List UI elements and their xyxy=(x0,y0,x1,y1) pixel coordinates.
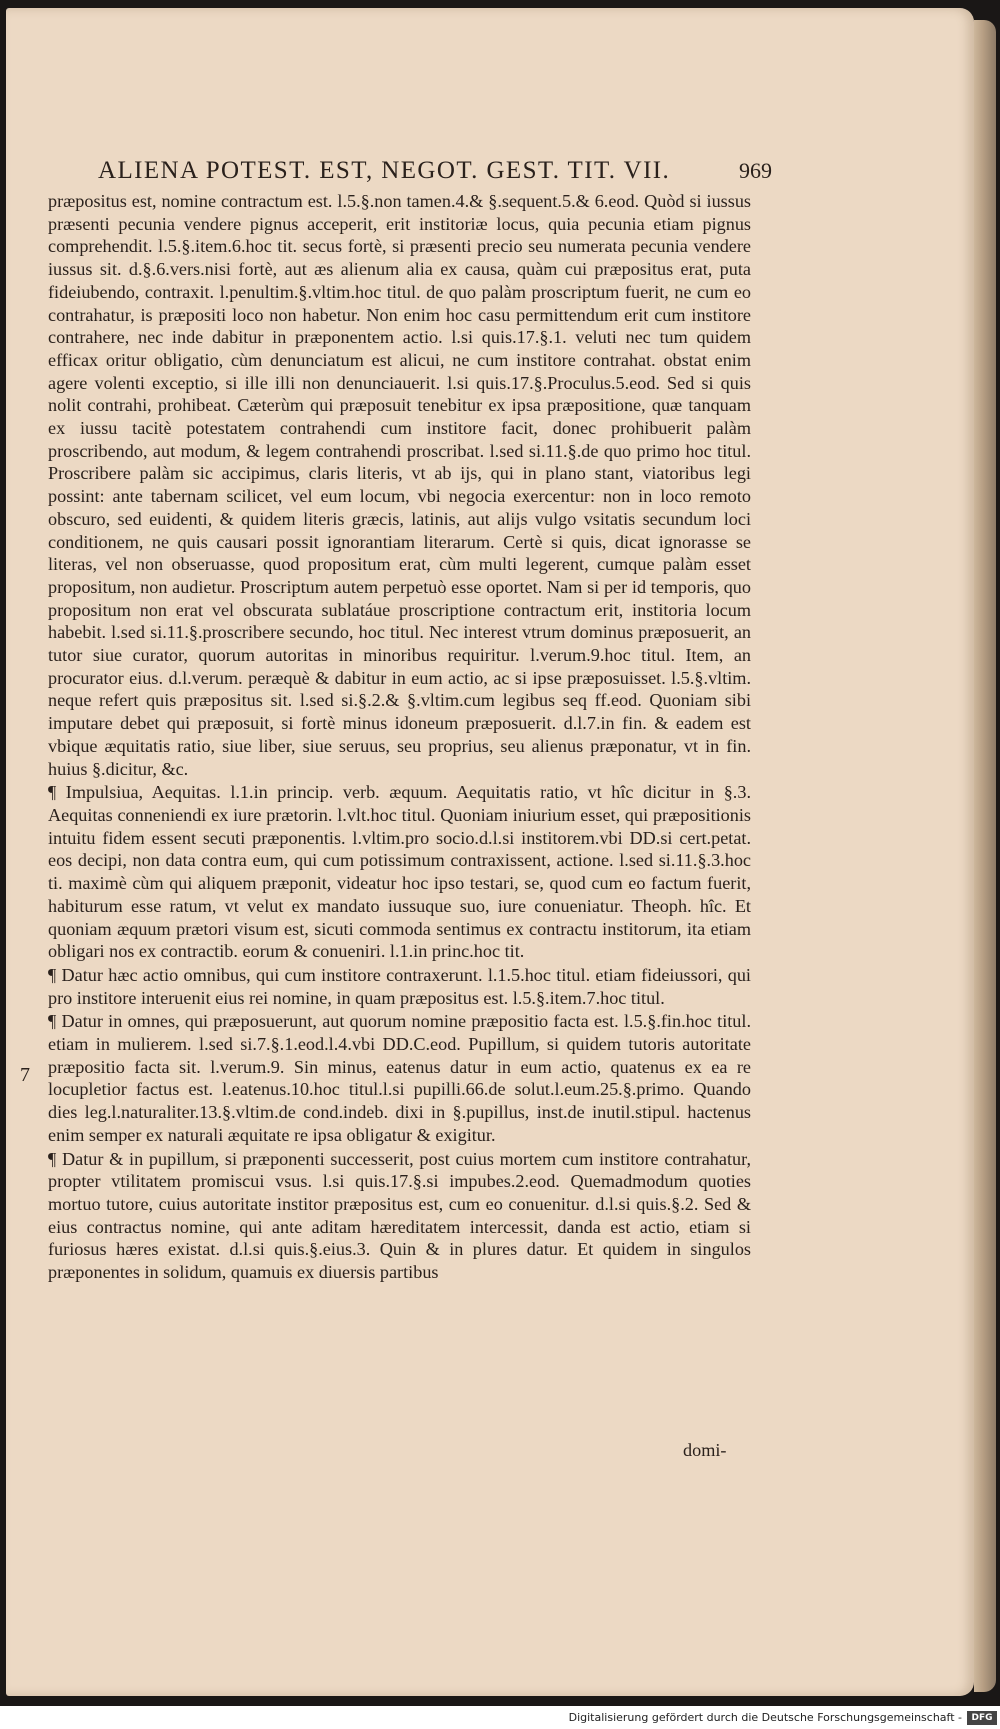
catchword: domi- xyxy=(683,1440,727,1460)
page-header xyxy=(98,157,772,185)
page-number: 969 xyxy=(739,158,772,183)
paragraph: ¶ Impulsiua, Aequitas. l.1.in princip. verb. æquum. Aequitatis ratio, vt hîc dicitur in §.3. Aequitas conneniendi ex iure prætorin. l.vlt.hoc titul. Quoniam iniurium esset, qui præpositionis intuitu fidem essent secuti præponentis. l.vltim.pro socio.d.l.si institorem.vbi DD.si cert.petat. eos decipi, non data contra eum, qui cum potissimum contraxissent, actione. l.sed si.11.§.3.hoc ti. maximè cùm qui aliquem præponit, videatur hoc ipso testari, se, quod cum eo factum fuerit, habiturum esse ratum, vt velut ex mandato iussuque suo, iure conueniatur. Theoph. hîc. Et quoniam æquum prætori visum est, sicuti commoda sentimus ex contractu institorum, ita etiam obligari nos ex contractib. eorum & conueniri. l.1.in princ.hoc tit. xyxy=(48,782,751,962)
footer-credit: Digitalisierung gefördert durch die Deutsche Forschungsgemeinschaft - xyxy=(568,1711,962,1724)
paragraph: ¶ Datur hæc actio omnibus, qui cum institore contraxerunt. l.1.5.hoc titul. etiam fideiussori, qui pro institore interuenit eius rei nomine, in quam præpositus est. l.5.§.item.7.hoc titul. xyxy=(48,964,751,1008)
body-text xyxy=(48,190,751,1284)
dfg-logo: DFG xyxy=(967,1711,997,1725)
paragraph: ¶ Datur in omnes, qui præposuerunt, aut quorum nomine præpositio facta est. l.5.§.fin.hoc titul. etiam in mulierem. l.sed si.7.§.1.eod.l.4.vbi DD.C.eod. Pupillum, si quidem tutoris autoritate præpositio facta sit. l.verum.9. Sin minus, eatenus datur in eum actio, quatenus ex ea re locupletior factus est. l.eatenus.10.hoc titul.l.si pupilli.66.de solut.l.eum.25.§.primo. Quando dies leg.l.naturaliter.13.§.vltim.de cond.indeb. dixi in §.pupillus, inst.de inutil.stipul. hactenus enim semper ex naturali æquitate re ipsa obligatur & exigitur. xyxy=(48,1011,751,1145)
margin-note: 7 xyxy=(20,1064,30,1086)
paragraph: ¶ Datur & in pupillum, si præponenti successerit, post cuius mortem cum institore contrahatur, propter vtilitatem promiscui vsus. l.si quis.17.§.si impubes.2.eod. Quemadmodum quoties mortuo tutore, cuius autoritate institor præpositus est, cum eo conuenitur. d.l.si quis.§.2. Sed & eius contractus nomine, qui ante aditam hæreditatem intercessit, danda est actio, etiam si furiosus hæres existat. d.l.si quis.§.eius.3. Quin & in plures datur. Et quidem in singulos præponentes in solidum, quamuis ex diuersis partibus xyxy=(48,1148,751,1283)
paragraph: præpositus est, nomine contractum est. l.5.§.non tamen.4.& §.sequent.5.& 6.eod. Quòd si iussus præsenti pecunia vendere pignus acceperit, erit institoriæ locus, quia pecunia etiam pignus comprehendit. l.5.§.item.6.hoc tit. secus fortè, si præsenti precio seu numerata pecunia vendere iussus sit. d.§.6.vers.nisi fortè, aut æs alienum alia ex causa, quàm cui præpositus erat, puta fideiubendo, contraxit. l.penultim.§.vltim.hoc titul. de quo palàm proscriptum fuerit, ne cum eo contrahatur, is præpositi loco non habetur. Non enim hoc casu permittendum erit cum institore contrahere, nec inde dabitur in præponentem actio. l.si quis.17.§.1. veluti nec tum quidem efficax oritur obligatio, cùm denunciatum est alicui, ne cum institore contrahat. obstat enim agere volenti exceptio, si ille illi non denunciauerit. l.si quis.17.§.Proculus.5.eod. Sed si quis nolit contrahi, prohibeat. Cæterùm qui præposuit tenebitur ex ipsa præpositione, quæ tanquam ex iussu tacitè potestatem contrahendi cum institore facit, donec prohibuerit palàm proscribendo, aut modum, & legem contrahendi proscribat. l.sed si.11.§.de quo primo hoc titul. Proscribere palàm sic accipimus, claris literis, vt ab ijs, qui in plano stant, viatoribus legi possint: ante tabernam scilicet, vel eum locum, vbi negocia exercentur: non in loco remoto obscuro, sed euidenti, & quidem literis græcis, latinis, aut alijs vulgo vsitatis secundum loci conditionem, ne quis causari possit ignorantiam literarum. Certè si quis, dicat ignorasse se literas, vel non obseruasse, quod propositum erat, cùm multi legerent, cumque palàm esset propositum, non audietur. Proscriptum autem perpetuò esse oportet. Nam si per id temporis, quo propositum non erat vel obscurata sublatáue proscriptione contractum erit, institoria locum habebit. l.sed si.11.§.proscribere secundo, hoc titul. Nec interest vtrum dominus præposuerit, an tutor siue curator, quorum autoritas in minoribus requiritur. l.verum.9.hoc titul. Item, an procurator eius. d.l.verum. peræquè & dabitur in eum actio, ac si ipse præposuisset. l.5.§.vltim. neque refert quis præpositus sit. l.sed si.§.2.& §.vltim.cum legibus seq ff.eod. Quoniam sibi imputare debet qui præposuit, si fortè minus idoneum præposuerit. d.l.7.in fin. & eadem est vbique æquitatis ratio, siue liber, siue seruus, seu proprius, seu alienus præponatur, vt in fin. huius §.dicitur, &c. xyxy=(48,191,751,779)
page-edge xyxy=(974,20,996,1692)
digitization-footer xyxy=(0,1706,1000,1729)
running-head: ALIENA POTEST. EST, NEGOT. GEST. TIT. VII. xyxy=(98,157,671,184)
